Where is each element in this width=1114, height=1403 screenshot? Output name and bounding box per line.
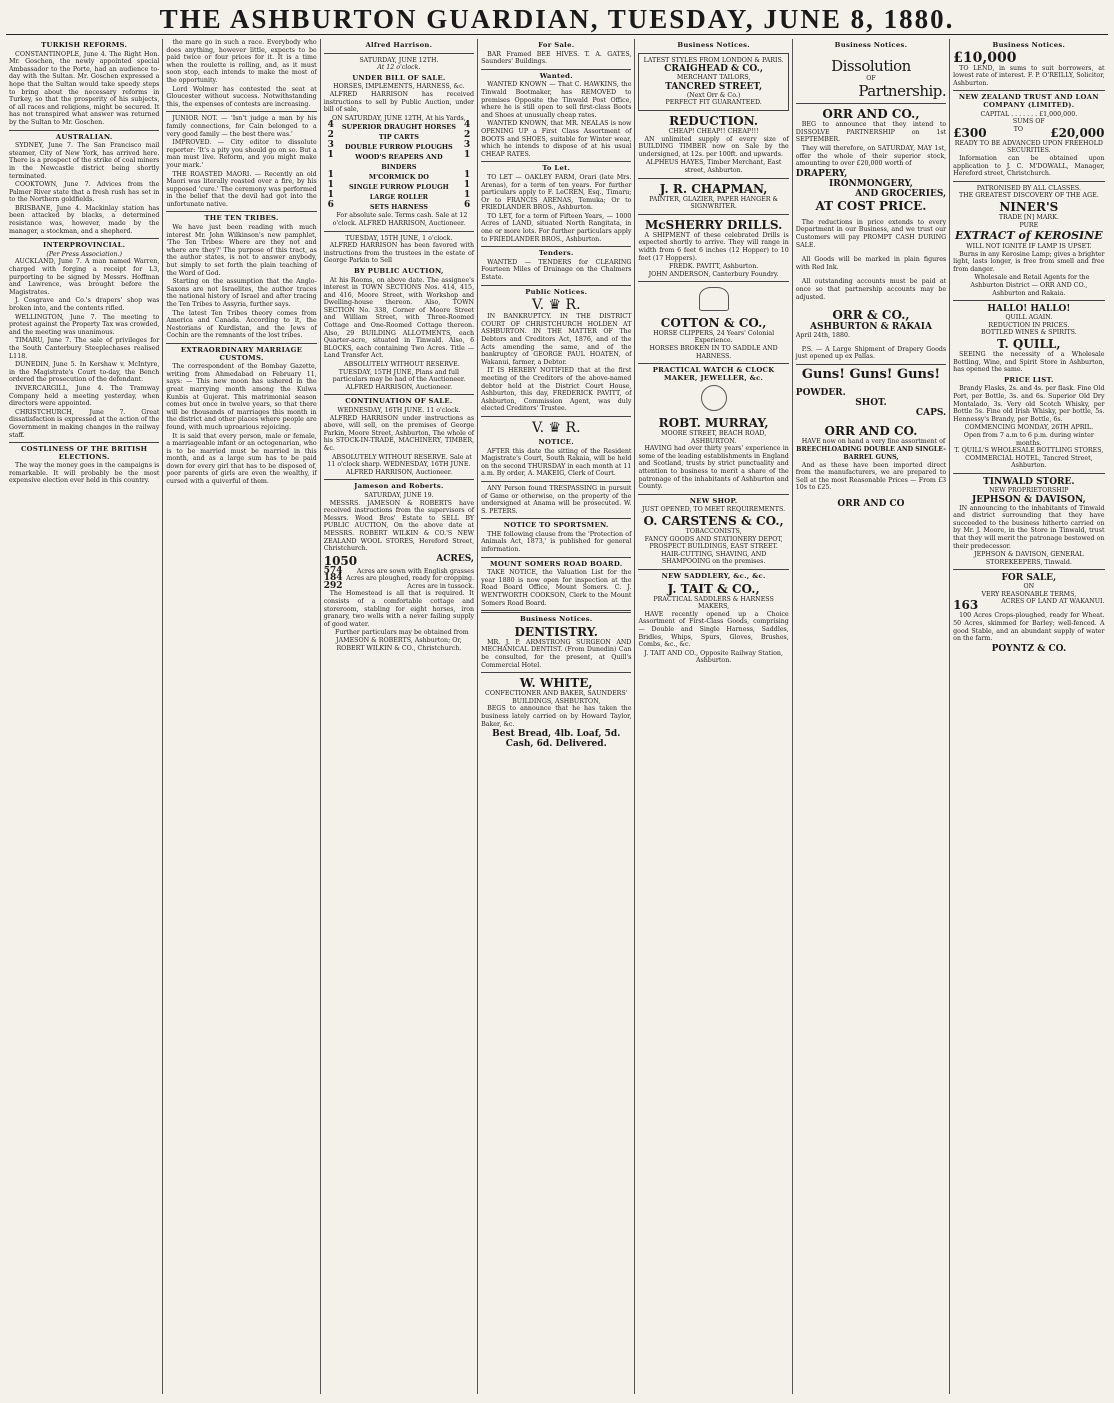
masthead: THE ASHBURTON GUARDIAN, TUESDAY, JUNE 8, 1880. [6, 4, 1108, 35]
ad-text: A SHIPMENT of these celebrated Drills is expected shortly to arrive. They will range in width from 6 feet 6 inches (12 Hopper) to 10 feet (17 Hoppers). [638, 231, 789, 262]
notice-title: NOTICE TO SPORTSMEN. [503, 521, 609, 530]
ad-text: All outstanding accounts must be paid at once so that partnership accounts may be adjusted. [795, 278, 947, 301]
article-text: The correspondent of the Bombay Gazette, writing from Ahmedabad on February 11, says: — This new moon has ushered in the great marrying month among the Kulwa Kunbis at Gujerat. This matrimonial season comes but once in twelve years, so that there will be thousands of marriages this month in the district and other places where people are found, with much uproarious rejoicing. [166, 363, 317, 431]
ad-header: Alfred Harrison. [365, 41, 433, 49]
auction-item: 2 TIP CARTS 2 [327, 130, 471, 142]
ad-text: BEGS to announce that he has taken the business lately carried on by Howard Taylor, Baker, &c. [481, 705, 632, 728]
notice-text: IT IS HEREBY NOTIFIED that at the first meeting of the Creditors of the above-named debtor held at the District Court House, Ashburton, this day, FREDERICK PAVITT, of Ashburton, Commission Agent, was duly elected Creditors' Trustee. [481, 367, 632, 413]
ad-text: (Next Orr & Co.) [686, 91, 741, 99]
notice-title: NOTICE. [538, 437, 574, 446]
dept-groceries: AND GROCERIES, [855, 188, 947, 199]
headline: INTERPROVINCIAL. [43, 241, 126, 250]
royal-crest-icon: V. ♛ R. [531, 297, 581, 314]
acreage-item: 184 Acres are ploughed, ready for cropping. [323, 573, 475, 584]
guns-description: BREECHLOADING DOUBLE AND SINGLE-BARREL GUNS, [796, 446, 946, 462]
saddlery-title: NEW SADDLERY, &c., &c. [661, 571, 766, 580]
loan-amount: £10,000 [953, 49, 1017, 66]
headline: COSTLINESS OF THE BRITISH ELECTIONS. [20, 445, 148, 461]
auction-item: 6 SETS HARNESS 6 [327, 200, 471, 212]
orr-name: ORR AND CO., [822, 107, 920, 122]
auction-item: 1 LARGE ROLLER 1 [327, 190, 471, 202]
column-7 [950, 39, 1107, 1394]
orr-signature: ORR AND CO [837, 499, 905, 510]
tailor-ad [638, 53, 788, 111]
auction-item: 1 WOOD'S REAPERS AND BINDERS 1 [327, 150, 471, 172]
notice-text: ANY Person found TRESPASSING in pursuit of Game or otherwise, on the property of the undersigned at Anama will be prosecuted. W. S. PETERS. [481, 484, 632, 515]
royal-crest-icon: V. ♛ R. [531, 419, 581, 436]
ad-text: PATRONISED BY ALL CLASSES. [976, 184, 1081, 192]
headline: EXTRAORDINARY MARRIAGE CUSTOMS. [180, 345, 303, 362]
ad-text: VERY REASONABLE TERMS, [981, 590, 1077, 598]
orr-name: ORR & CO., [832, 308, 910, 323]
ad-text: ALFRED HARRISON under instructions as above, will sell, on the premises of George Parkin, Moore Street, Ashburton, The whole of his STOCK-IN-TRADE, MACHINERY, TIMBER, &c. [323, 414, 475, 452]
ad-text: ON [1023, 583, 1035, 591]
dept-ironmongery: IRONMONGERY, [829, 178, 913, 189]
ad-text: WANTED KNOWN, that MR. NEALAS is now OPENING UP a First Class Assortment of BOOTS and SHOES, suitable for Winter wear, which he intends to dispose of at his usual CHEAP RATES. [481, 120, 632, 158]
ad-date: SATURDAY, JUNE 19. [364, 491, 434, 499]
ad-text: TOBACCONISTS, [685, 527, 742, 535]
ad-text: SUMS OF [1012, 118, 1045, 126]
ad-text: Burns in any Kerosine Lamp; gives a brighter light, lasts longer, is free from smell and free from danger. [953, 250, 1105, 273]
ad-signature: JOHN ANDERSON, Canterbury Foundry. [648, 270, 779, 278]
ad-text: WILL NOT IGNITE IF LAMP IS UPSET. [966, 243, 1092, 251]
ad-text: HAVE recently opened up a Choice Assortment of First-Class Goods, comprising — Double and Single Harness, Saddles, Bridles, Whips, Spurs, Gloves, Brushes, Combs, &c., &c. [638, 610, 789, 649]
ad-text: NEW PROPRIETORSHIP [989, 486, 1069, 494]
ad-text: P.S. — A Large Shipment of Drapery Goods just opened up ex Pallas. [795, 345, 947, 361]
headline: THE TEN TRIBES. [204, 214, 279, 223]
ad-footer: ABSOLUTELY WITHOUT RESERVE. Sale at 11 o'clock sharp. WEDNESDAY, 16TH JUNE. ALFRED HARRISON, Auctioneer. [327, 453, 472, 476]
ad-date: TUESDAY, 15TH JUNE, 1 o'clock. [345, 234, 453, 242]
ad-text: HORSE CLIPPERS, 24 Years' Colonial Experience. [653, 329, 775, 345]
column-5 [635, 39, 792, 1394]
ad-text: They will therefore, on SATURDAY, MAY 1st, offer the whole of their superior stock, amounting to over £20,000 worth of [795, 144, 947, 168]
ad-text: ON SATURDAY, JUNE 12TH, At his Yards, [332, 114, 466, 122]
article-text: Lord Wolmer has contested the seat at Gloucester without success. Notwithstanding this, the expenses of contests are increasing. [166, 85, 317, 108]
ad-text: JUST OPENED, TO MEET REQUIREMENTS. [642, 506, 786, 514]
article-text: We have just been reading with much interest Mr. John Wilkinson's new pamphlet, 'The Ten Tribes: Where are they not and where are they?' The purpose of this tract, as the author states, is not to answer anybody, but simply to set forth the plain teaching of the Word of God. [166, 224, 317, 277]
section-header: To Let. [542, 164, 571, 173]
ad-signature: T. QUILL'S WHOLESALE BOTTLING STORES, COMMERCIAL HOTEL, Tancred Street, Ashburton. [954, 447, 1104, 470]
ad-text: ALFRED HARRISON has been favored with instructions from the trustees in the estate of George Parkin to Sell [323, 242, 475, 265]
ad-text: TO LET, for a term of Fifteen Years, — 1000 Acres of LAND, situated North Rangitata, in one or more lots. For further particulars apply to FRIEDLANDER BROS., Ashburton. [481, 212, 632, 243]
quill-name: T. QUILL, [997, 337, 1061, 352]
ad-text: The Homestead is all that is required. It consists of a comfortable cottage and storeroom, stabling for eight horses, iron granary, two wells with a never failing supply of good water. [323, 590, 475, 628]
ad-text: BOTTLED WINES & SPIRITS. [980, 329, 1077, 337]
notice-text: AFTER this date the sitting of the Resident Magistrate's Court, South Rakaia, will be held on the second THURSDAY in each month at 11 a.m. By order, A. MAKEIG, Clerk of Court. [481, 447, 632, 478]
ad-text: Wholesale and Retail Agents for the Ashburton District — ORR AND CO., Ashburton and Rakaia. [970, 274, 1090, 297]
ad-text: BEG to announce that they intend to DISSOLVE PARTNERSHIP on 1st SEPTEMBER. [795, 121, 947, 144]
ad-text: LATEST STYLES FROM LONDON & PARIS. [643, 56, 784, 64]
ad-text: AN unlimited supply of every size of BUILDING TIMBER now on Sale by the undersigned, at 12s. per 100ft. and upwards. [638, 135, 789, 158]
ad-title: CONTINUATION OF SALE. [345, 397, 453, 406]
article-text: J. Cosgrave and Co.'s drapers' shop was broken into, and the contents rifled. [9, 297, 160, 312]
price-list: Brandy Flasks, 2s. and 4s. per flask. Fine Old Port, per Bottle, 3s. and 6s. Superior Old Dry Montalado, 3s. Very old Scotch Whisky, per Bottle 5s. Fine old Irish Whisky, per bottle, 5s. Hennessy's Brandy, per Bottle, 6s. [953, 385, 1105, 423]
article-text: INVERCARGILL, June 4. The Tramway Company held a meeting yesterday, when directors were appointed. [9, 384, 160, 408]
baker-subtitle: CONFECTIONER AND BAKER, SAUNDERS' BUILDINGS, ASHBURTON, [485, 690, 628, 705]
ad-text: 100 Acres Crops-ploughed, ready for Wheat. 50 Acres, skimmed for Barley; well-fenced. A good Stable, and an abundant supply of water on the farm. [953, 612, 1105, 643]
column-1 [6, 39, 163, 1394]
column-4 [478, 39, 635, 1394]
section-header: For Sale. [538, 41, 575, 49]
powder-label: POWDER. [795, 387, 846, 398]
niner-name: NINER'S [999, 199, 1059, 214]
notice-text: TAKE NOTICE, the Valuation List for the year 1880 is now open for inspection at the Road Board Office, Mount Somers. C. J. WENTWORTH COOKSON, Clerk to the Mount Somers Road Board. [481, 569, 632, 607]
poyntz-signature: POYNTZ & CO. [991, 643, 1067, 654]
reduction-title: REDUCTION. [669, 113, 759, 128]
ad-text: Information can be obtained upon application to J. C. M'DOWALL, Manager, Hereford street, Christchurch. [953, 154, 1105, 178]
for-sale-title: FOR SALE, [1001, 573, 1057, 584]
bread-price: Best Bread, 4lb. Loaf, 5d. Cash, 6d. Delivered. [492, 729, 621, 750]
ad-text: The reductions in price extends to every Department in our Business, and we trust our Customers will pay PROMPT CASH DURING SALE. [795, 218, 947, 249]
dissolution-title: Dissolution [831, 56, 911, 75]
baker-name: W. WHITE, [519, 676, 593, 691]
article-text: The latest Ten Tribes theory comes from America and Canada. According to it, the Nestorians of Kurdistan, and the Jews of Cochin are the remnants of the lost tribes. [166, 309, 317, 340]
ad-text: IN announcing to the inhabitants of Tinwald and district surrounding that they have succeeded to the business hitherto carried on by Mr. J. Moore, in the Store in Tinwald, trust that they will merit the patronage bestowed on their predecessor. [953, 504, 1105, 550]
section-header: Business Notices. [834, 41, 908, 49]
article-text: TIMARU, June 7. The sale of privileges for the South Canterbury Steeplechases realised L118. [9, 337, 160, 360]
auction-item: 4 SUPERIOR DRAUGHT HORSES 4 [327, 120, 471, 132]
ad-text: And as these have been imported direct from the manufacturers, we are prepared to Sell at the most Reasonable Prices — From £3 10s to £25. [795, 461, 947, 492]
shot-label: SHOT. [855, 397, 887, 408]
acreage-item: 292 Acres are in tussock. [323, 580, 475, 591]
ad-text: HAVE now on hand a very fine assortment of [801, 437, 946, 445]
orr-name: ORR AND CO. [824, 423, 918, 438]
tait-name: J. TAIT & CO., [667, 581, 760, 596]
kerosine-title: EXTRACT of KEROSINE [955, 229, 1103, 243]
article-text: THE ROASTED MAORI. — Recently an old Maori was literally roasted over a fire, by his supposed 'cure.' The ceremony was performed in the belief that the devil had got into the unfortunate native. [166, 170, 317, 208]
ad-signature: JEPHSON & DAVISON, GENERAL STOREKEEPERS, Tinwald. [974, 551, 1084, 566]
article-text: IMPROVED. — City editor to dissolute reporter: 'It's a pity you should go on so. But a man must live. Reform, and you might make your mark.' [166, 139, 317, 169]
ad-text: PURE [1019, 221, 1039, 229]
headline: TURKISH REFORMS. [41, 41, 128, 49]
ad-text: OF [866, 74, 876, 82]
ad-text: COMMENCING MONDAY, 26TH APRIL. [964, 424, 1094, 432]
capital: CAPITAL . . . . . . . £1,000,000. [980, 110, 1078, 118]
article-text: COOKTOWN, June 7. Advices from the Palmer River state that a fresh rush has set in to the Northern goldfields. [9, 181, 160, 204]
notice-title: MOUNT SOMERS ROAD BOARD. [490, 559, 623, 568]
tinwald-title: TINWALD STORE. [983, 476, 1075, 487]
company-name: NEW ZEALAND TRUST AND LOAN COMPANY (LIMITED). [958, 93, 1099, 109]
ad-text: MERCHANT TAILORS, [676, 74, 751, 82]
dentistry-title: DENTISTRY. [514, 624, 598, 639]
guns-title: Guns! Guns! Guns! [801, 366, 941, 382]
cotton-name: COTTON & CO., [660, 315, 767, 330]
section-header: Business Notices. [677, 41, 750, 49]
ad-footer: ABSOLUTELY WITHOUT RESERVE. TUESDAY, 15TH JUNE, Plans and full particulars may be had of the Auctioneer. ALFRED HARRISON, Auctioneer. [332, 361, 466, 391]
ad-title: UNDER BILL OF SALE. [352, 73, 446, 82]
article-text: The way the money goes in the campaigns is remarkable. It will probably be the most expensive election ever held in this country. [9, 462, 160, 485]
headline: AUSTRALIAN. [55, 132, 113, 141]
ad-text: PERFECT FIT GUARANTEED. [665, 99, 762, 107]
column-2 [163, 39, 320, 1394]
tailor-name: CRAIGHEAD & CO., [664, 64, 764, 75]
article-text: Starting on the assumption that the Anglo-Saxons are not Israelites, the author traces the national history of Israel and after tracing the Ten Tribes to Assyria, further says. [166, 278, 317, 308]
section-header: Business Notices. [519, 615, 593, 624]
partnership-title: Partnership. [858, 82, 947, 101]
cost-price: AT COST PRICE. [815, 198, 927, 213]
column-6 [793, 39, 950, 1394]
article-text: SYDNEY, June 7. The San Francisco mail steamer, City of New York, has arrived here. There is a prospect of the strike of coal miners in the Newcastle district being shortly terminated. [9, 142, 160, 180]
shop-title: NEW SHOP. [689, 496, 738, 505]
watchmaker-title: PRACTICAL WATCH & CLOCK MAKER, JEWELLER, &c. [652, 366, 775, 382]
ad-text: At his Rooms, on above date. The assignee's interest in TOWN SECTIONS Nos. 414, 415, and 416, Moore Street, with Workshop and Dwelling-house thereon. Also, TOWN SECTION No. 338, Corner of Moore Street and William Street, with Three-Roomed Cottage and One-Roomed Cottage thereon. Also, 29 BUILDING ALLOTMENTS, each Quarter-acre, situated in Tinwald. Also, 6 BLOCKS, each containing Two Acres. Title — Land Transfer Act. [323, 276, 475, 360]
murray-name: ROBT. MURRAY, [658, 416, 769, 431]
price-list-title: PRICE LIST. [1004, 375, 1054, 384]
painter-name: J. R. CHAPMAN, [659, 181, 768, 196]
ad-date: April 24th, 1880. [795, 332, 851, 340]
ad-footer: For absolute sale. Terms cash. Sale at 12 o'clock. ALFRED HARRISON, Auctioneer. [332, 212, 468, 227]
loan-range: £300 TO £20,000 [953, 125, 1105, 140]
auction-item: 1 SINGLE FURROW PLOUGH 1 [327, 180, 471, 192]
drills-title: McSHERRY DRILLS. [644, 217, 783, 232]
auction-item: 3 DOUBLE FURROW PLOUGHS 3 [327, 140, 471, 152]
hallo-title: HALLO! HALLO! [987, 304, 1071, 315]
ad-text: WANTED KNOWN — That C. HAWKINS, the Tinwald Bootmaker, has REMOVED to premises Opposite the Tinwald Post Office, where he is still open to sell first-class Boots and Shoes at unusually cheap rates. [481, 81, 632, 119]
ad-date: SATURDAY, JUNE 12TH. [359, 56, 439, 64]
ad-text: PAINTER, GLAZIER, PAPER HANGER & SIGNWRITER. [649, 195, 779, 211]
subhead: (Per Press Association.) [46, 250, 122, 258]
ad-text: Open from 7 a.m to 6 p.m. during winter months. [963, 431, 1094, 447]
article-text: the mare go in such a race. Everybody who does anything, however little, expects to be paid twice or four prices for it. It is a time when the roulette is rolling, and, as it must soon stop, each intends to make the most of the opportunity. [166, 39, 317, 84]
jephson-name: JEPHSON & DAVISON, [971, 494, 1086, 505]
ad-text: All Goods will be marked in plain figures with Red Ink. [795, 256, 947, 271]
ad-title: BY PUBLIC AUCTION, [354, 266, 444, 275]
ad-text: TO LEND, in sums to suit borrowers, at lowest rate of interest. F. P. O'REILLY, Solicitor, Ashburton. [953, 64, 1105, 87]
ad-signature: FREDK. PAVITT, Ashburton. [668, 263, 759, 271]
section-header: Public Notices. [525, 287, 588, 296]
section-header: Wanted. [539, 71, 573, 80]
ad-text: REDUCTION IN PRICES. [988, 321, 1070, 329]
article-text: WELLINGTON, June 7. The meeting to protest against the Property Tax was crowded, and the meeting was unanimous. [9, 313, 160, 336]
article-text: BRISBANE, June 4. Mackinlay station has been attacked by blacks, a determined resistance was, however, made by the manager, a stockman, and a shepherd. [9, 204, 160, 235]
ad-text: SEEING the necessity of a Wholesale Bottling, Wine, and Spirit Store in Ashburton, has opened the same. [953, 351, 1105, 374]
section-header: Tenders. [538, 249, 574, 258]
ad-text: MESSRS. JAMESON & ROBERTS have received instructions from the supervisors of Messrs. Wood Bros' Estate to SELL BY PUBLIC AUCTION, On the above date at MESSRS. ROBERT WILKIN & CO.'S NEW ZEALAND WOOL STORES, Hereford Street, Christchurch. [323, 499, 475, 553]
article-text: JUNIOR NOT. — 'Isn't judge a man by his family connections, for Cain belonged to a very good family — the best there was.' [166, 115, 317, 138]
ad-text: MR. J. P. ARMSTRONG SURGEON AND MECHANICAL DENTIST. (From Dunedin) Can be consulted, for the present, at Quill's Commercial Hotel. [481, 638, 632, 669]
article-text: CONSTANTINOPLE, June 4. The Right Hon. Mr. Goschen, the newly appointed special Ambassador to the Porte, had an audience to-day with the Sultan. Mr. Goschen expressed a hope that the Sultan would take speedy steps to bring about the necessary reforms in Turkey, so that the prosperity of his subjects, of all races and religions, might be secured. It has not transpired what answer was returned by the Sultan to Mr. Goschen. [9, 50, 160, 126]
columns [6, 39, 1108, 1394]
caps-label: CAPS. [915, 407, 947, 418]
ad-text: HORSES BROKEN IN TO SADDLE AND HARNESS. [649, 345, 778, 360]
tailor-street: TANCRED STREET, [665, 81, 763, 92]
ad-footer: Further particulars may be obtained from JAMESON & ROBERTS, Ashburton; Or, ROBERT WILKIN & CO., Christchurch. [335, 629, 469, 652]
acreage: 1050 ACRES, [323, 553, 475, 568]
ad-text: BAR Framed BEE HIVES. T. A. GATES, Saunders' Buildings. [481, 50, 632, 66]
ad-text: WANTED — TENDERS for CLEARING Fourteen Miles of Drainage on the Chalmers Estate. [481, 258, 632, 282]
ad-text: ALFRED HARRISON has received instructions to sell by Public Auction, under bill of sale, [323, 90, 475, 114]
notice-text: IN BANKRUPTCY. IN THE DISTRICT COURT OF CHRISTCHURCH HOLDEN AT ASHBURTON. IN THE MATTER OF The Debtors and Creditors Act, 1876, and of the Acts amending the same, and of the bankruptcy of GEORGE PAUL HOATEN, of Wakanui, farmer, a Debtor. [481, 313, 632, 366]
ad-signature: J. TAIT AND CO., Opposite Railway Station, Ashburton. [644, 649, 783, 665]
ad-text: MOORE STREET, BEACH ROAD, ASHBURTON. [661, 430, 767, 445]
ad-text: READY TO BE ADVANCED UPON FREEHOLD SECURITIES. [954, 139, 1103, 155]
auction-item: 1 M'CORMICK DO 1 [327, 170, 471, 182]
acreage: 163 ACRES OF LAND AT WAKANUI. [953, 598, 1105, 613]
pocket-watch-icon [701, 385, 727, 411]
article-text: It is said that every person, male or female, a marriageable infant or an octogenarian, who is to be married must be married in this month, and as a large sum has to be paid down for every girl that has to be disposed of, poor parents of girls are even the wealthy, if cursed with a quiverful of them. [166, 432, 317, 486]
article-text: AUCKLAND, June 7. A man named Warren, charged with forging a receipt for L3, purporting to be signed by Messrs. Hoffman and Lawrence, was brought before the Magistrates. [9, 258, 160, 296]
auction-items [324, 122, 474, 212]
ad-text: HAVING had over thirty years' experience in some of the leading establishments in England and Scotland, trusts by strict punctuality and attention to business to merit a share of the patronage of the inhabitants of Ashburton and County. [638, 445, 789, 491]
ad-text: QUILL AGAIN. [1005, 314, 1053, 322]
article-text: DUNEDIN, June 5. In Kershaw v. McIntyre, in the Magistrate's Court to-day, the Bench ordered the prosecution of the defendant. [9, 361, 160, 384]
article-text: CHRISTCHURCH, June 7. Great dissatisfaction is expressed at the action of the Government in making changes in the railway staff. [9, 408, 160, 439]
horse-clippers-icon [699, 287, 729, 311]
ad-date: WEDNESDAY, 16TH JUNE. 11 o'clock. [337, 407, 461, 414]
ad-time: At 12 o'clock. [377, 64, 421, 72]
ad-text: PRACTICAL SADDLERS & HARNESS MAKERS, [653, 595, 774, 611]
ad-text: TO LET — OAKLEY FARM, Orari (late Mrs. Arenas), for a term of ten years. For further particulars apply to F. LeCREN, Esq., Timaru; Or to FRANCIS ARENAS, Temuka; Or to FRIEDLANDER BROS., Ashburton. [481, 173, 632, 212]
ad-subtitle: HORSES, IMPLEMENTS, HARNESS, &c. [333, 83, 465, 91]
acreage-item: 574 Acres are sown with English grasses [323, 565, 475, 576]
ad-text: CHEAP! CHEAP!! CHEAP!!! [668, 127, 759, 135]
orr-location: ASHBURTON & RAKAIA [809, 322, 932, 333]
trade-mark-icon: TRADE [N] MARK. [998, 213, 1059, 221]
dept-drapery: DRAPERY, [795, 168, 848, 179]
ad-signature: ALPHEUS HAYES, Timber Merchant, East street, Ashburton. [645, 159, 782, 174]
ad-header: Jameson and Roberts. [354, 482, 444, 491]
section-header: Business Notices. [992, 41, 1066, 49]
ad-text: FANCY GOODS AND STATIONERY DEPOT, PROSPECT BUILDINGS, EAST STREET. [644, 535, 783, 551]
ad-text: THE GREATEST DISCOVERY OF THE AGE. [958, 192, 1099, 200]
column-3 [321, 39, 478, 1394]
carstens-name: O. CARSTENS & CO., [643, 513, 784, 528]
notice-text: THE following clause from the 'Protection of Animals Act, 1873,' is published for general information. [481, 530, 632, 554]
ad-text: HAIR-CUTTING, SHAVING, AND SHAMPOOING on the premises. [660, 550, 767, 566]
